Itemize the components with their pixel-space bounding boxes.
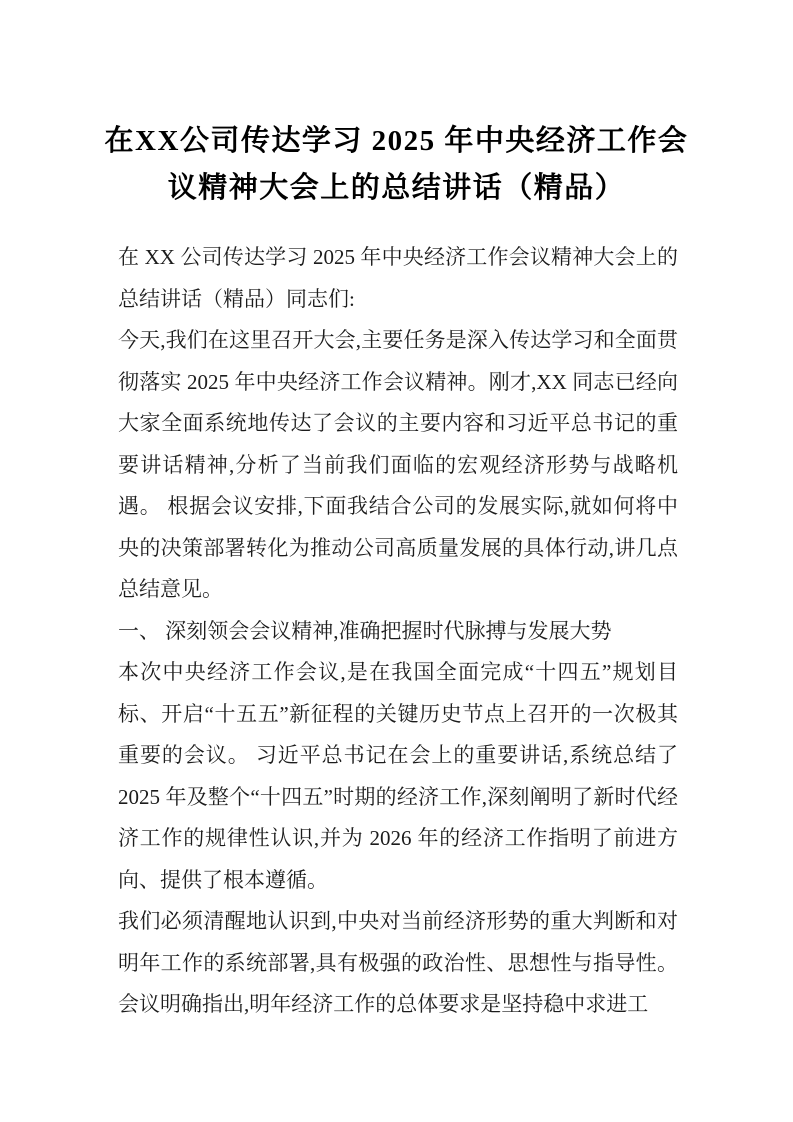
document-body xyxy=(0,212,793,1026)
paragraph-meeting-significance: 本次中央经济工作会议,是在我国全面完成“十四五”规划目标、开启“十五五”新征程的关键历史节点上召开的一次极其重要的会议。 习近平总书记在会上的重要讲话,系统总结了 2025 年及整个“十四五”时期的经济工作,深刻阐明了新时代经济工作的规律性认识,并为 2026 年的经济工作指明了前进方向、提供了根本遵循。 xyxy=(118,660,678,892)
paragraph-opening: 在 XX 公司传达学习 2025 年中央经济工作会议精神大会上的总结讲话（精品）同志们: xyxy=(118,245,678,311)
paragraph-situation-judgment: 我们必须清醒地认识到,中央对当前经济形势的重大判断和对明年工作的系统部署,具有极强的政治性、思想性与指导性。会议明确指出,明年经济工作的总体要求是坚持稳中求进工 xyxy=(118,909,678,1016)
document-title: 在XX公司传达学习 2025 年中央经济工作会议精神大会上的总结讲话（精品） xyxy=(104,125,689,204)
section-heading-1: 一、 深刻领会会议精神,准确把握时代脉搏与发展大势 xyxy=(118,618,612,643)
paragraph-introduction: 今天,我们在这里召开大会,主要任务是深入传达学习和全面贯彻落实 2025 年中央经济工作会议精神。刚才,XX 同志已经向大家全面系统地传达了会议的主要内容和习近平总书记的重要讲话精神,分析了当前我们面临的宏观经济形势与战略机遇。 根据会议安排,下面我结合公司的发展实际,就如何将中央的决策部署转化为推动公司高质量发展的具体行动,讲几点总结意见。 xyxy=(118,328,678,601)
